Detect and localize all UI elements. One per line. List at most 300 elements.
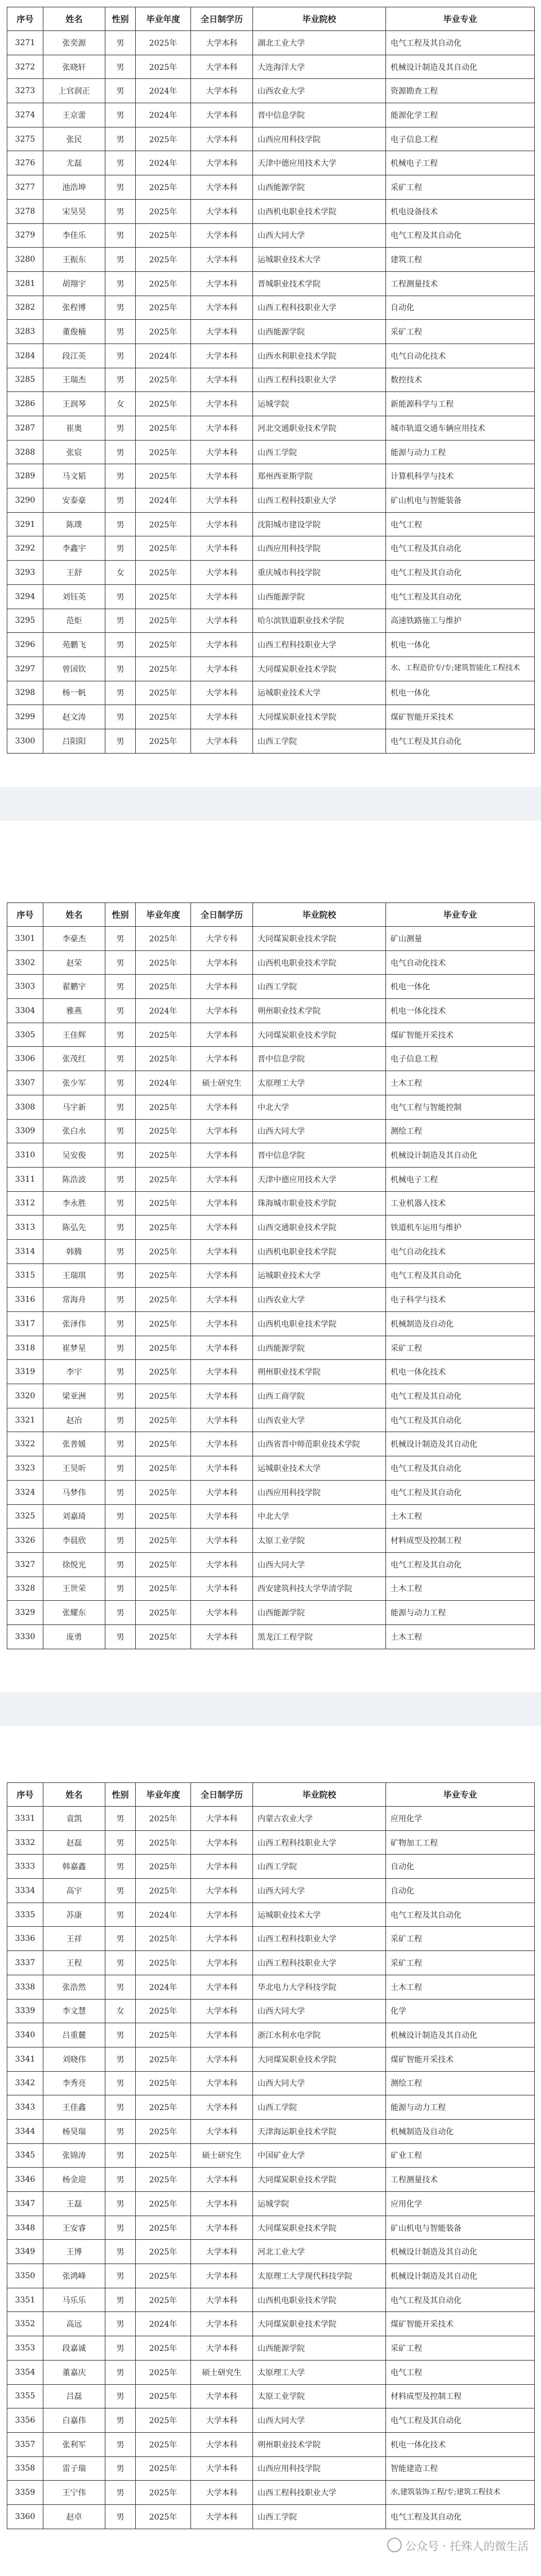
cell-col-major: 采矿工程 bbox=[386, 2336, 535, 2361]
cell-col-school: 运城职业技术大学 bbox=[253, 1903, 386, 1927]
cell-col-name: 赵卓 bbox=[43, 2504, 105, 2529]
cell-col-gender: 男 bbox=[105, 2481, 136, 2505]
cell-col-gender: 男 bbox=[105, 320, 136, 344]
table-row bbox=[7, 55, 535, 79]
cell-col-school: 山西机电职业技术学院 bbox=[253, 2288, 386, 2312]
cell-col-gender: 男 bbox=[105, 2023, 136, 2047]
cell-col-gender: 男 bbox=[105, 2456, 136, 2481]
cell-col-degree: 大学本科 bbox=[191, 488, 253, 513]
cell-col-grad-year: 2025年 bbox=[136, 1360, 191, 1384]
cell-col-gender: 男 bbox=[105, 296, 136, 320]
cell-col-major: 电气工程及其自动化 bbox=[386, 223, 535, 248]
cell-col-gender: 男 bbox=[105, 1601, 136, 1625]
table-row bbox=[7, 248, 535, 272]
table-row bbox=[7, 1071, 535, 1095]
cell-col-name: 雷子瑞 bbox=[43, 2456, 105, 2481]
cell-col-grad-year: 2025年 bbox=[136, 1119, 191, 1143]
table-row bbox=[7, 1336, 535, 1360]
cell-col-degree: 大学本科 bbox=[191, 464, 253, 488]
cell-col-major: 铁道机车运用与维护 bbox=[386, 1216, 535, 1240]
table-row bbox=[7, 1624, 535, 1649]
cell-col-name: 张利军 bbox=[43, 2432, 105, 2456]
cell-col-major: 电气工程及其自动化 bbox=[386, 1903, 535, 1927]
cell-col-gender: 男 bbox=[105, 950, 136, 975]
table-row bbox=[7, 950, 535, 975]
cell-col-name: 高宇 bbox=[43, 1879, 105, 1903]
cell-col-degree: 大学本科 bbox=[191, 1023, 253, 1047]
cell-col-gender: 男 bbox=[105, 1360, 136, 1384]
cell-col-major: 机械制造及自动化 bbox=[386, 2119, 535, 2143]
cell-col-gender: 男 bbox=[105, 1408, 136, 1432]
cell-col-grad-year: 2025年 bbox=[136, 1408, 191, 1432]
cell-col-grad-year: 2025年 bbox=[136, 2408, 191, 2433]
cell-col-index: 3317 bbox=[7, 1312, 43, 1336]
cell-col-degree: 大学本科 bbox=[191, 1143, 253, 1168]
cell-col-gender: 男 bbox=[105, 2143, 136, 2168]
cell-col-degree: 大学本科 bbox=[191, 1288, 253, 1312]
cell-col-major: 测绘工程 bbox=[386, 2071, 535, 2095]
cell-col-degree: 大学本科 bbox=[191, 271, 253, 296]
cell-col-grad-year: 2025年 bbox=[136, 1624, 191, 1649]
cell-col-grad-year: 2025年 bbox=[136, 1999, 191, 2023]
cell-col-grad-year: 2025年 bbox=[136, 2023, 191, 2047]
cell-col-gender: 男 bbox=[105, 2408, 136, 2433]
cell-col-gender: 男 bbox=[105, 1855, 136, 1879]
cell-col-grad-year: 2025年 bbox=[136, 729, 191, 753]
table-row bbox=[7, 1807, 535, 1831]
cell-col-school: 山西能源学院 bbox=[253, 2336, 386, 2361]
cell-col-name: 杨昊瑞 bbox=[43, 2119, 105, 2143]
cell-col-degree: 大学本科 bbox=[191, 1830, 253, 1855]
cell-col-index: 3326 bbox=[7, 1529, 43, 1553]
table-row bbox=[7, 271, 535, 296]
cell-col-gender: 男 bbox=[105, 2312, 136, 2336]
cell-col-major: 煤矿智能开采技术 bbox=[386, 1023, 535, 1047]
cell-col-gender: 女 bbox=[105, 1999, 136, 2023]
cell-col-school: 山西工程科技职业大学 bbox=[253, 1927, 386, 1951]
cell-col-grad-year: 2025年 bbox=[136, 392, 191, 416]
cell-col-gender: 男 bbox=[105, 79, 136, 103]
cell-col-degree: 大学本科 bbox=[191, 79, 253, 103]
cell-col-school: 山西能源学院 bbox=[253, 1601, 386, 1625]
cell-col-grad-year: 2025年 bbox=[136, 2264, 191, 2288]
cell-col-grad-year: 2025年 bbox=[136, 2071, 191, 2095]
cell-col-school: 山西应用科技学院 bbox=[253, 2456, 386, 2481]
cell-col-gender: 男 bbox=[105, 1239, 136, 1263]
cell-col-grad-year: 2025年 bbox=[136, 1288, 191, 1312]
table-row bbox=[7, 1552, 535, 1577]
cell-col-name: 刘晓伟 bbox=[43, 2047, 105, 2071]
cell-col-index: 3314 bbox=[7, 1239, 43, 1263]
table-row bbox=[7, 1504, 535, 1529]
cell-col-index: 3349 bbox=[7, 2240, 43, 2264]
cell-col-degree: 大学本科 bbox=[191, 2264, 253, 2288]
cell-col-school: 山西能源学院 bbox=[253, 175, 386, 200]
table-row bbox=[7, 1239, 535, 1263]
table-row bbox=[7, 2143, 535, 2168]
cell-col-gender: 男 bbox=[105, 999, 136, 1023]
cell-col-degree: 大学本科 bbox=[191, 344, 253, 368]
cell-col-name: 张锦涛 bbox=[43, 2143, 105, 2168]
cell-col-name: 吕阳阳 bbox=[43, 729, 105, 753]
cell-col-index: 3313 bbox=[7, 1216, 43, 1240]
wechat-icon bbox=[387, 2538, 402, 2552]
cell-col-degree: 大学本科 bbox=[191, 1601, 253, 1625]
cell-col-gender: 男 bbox=[105, 1624, 136, 1649]
cell-col-school: 沈阳城市建设学院 bbox=[253, 512, 386, 536]
cell-col-name: 王世荣 bbox=[43, 1577, 105, 1601]
cell-col-grad-year: 2025年 bbox=[136, 1239, 191, 1263]
cell-col-grad-year: 2025年 bbox=[136, 175, 191, 200]
cell-col-gender: 男 bbox=[105, 248, 136, 272]
cell-col-school: 中北大学 bbox=[253, 1095, 386, 1119]
cell-col-degree: 大学本科 bbox=[191, 2288, 253, 2312]
cell-col-major: 机电一体化 bbox=[386, 633, 535, 657]
cell-col-grad-year: 2024年 bbox=[136, 344, 191, 368]
watermark bbox=[387, 2537, 529, 2553]
table-row bbox=[7, 103, 535, 127]
header-col-major: 毕业专业 bbox=[386, 7, 535, 31]
cell-col-major: 机电一体化 bbox=[386, 681, 535, 705]
header-col-name: 姓名 bbox=[43, 7, 105, 31]
cell-col-degree: 大学本科 bbox=[191, 1903, 253, 1927]
cell-col-name: 赵荣 bbox=[43, 950, 105, 975]
cell-col-degree: 大学本科 bbox=[191, 1239, 253, 1263]
table-row bbox=[7, 584, 535, 609]
cell-col-degree: 大学本科 bbox=[191, 1624, 253, 1649]
cell-col-name: 韩嘉鑫 bbox=[43, 1855, 105, 1879]
table-row bbox=[7, 1879, 535, 1903]
cell-col-index: 3307 bbox=[7, 1071, 43, 1095]
table-row bbox=[7, 2432, 535, 2456]
cell-col-degree: 大学本科 bbox=[191, 512, 253, 536]
cell-col-name: 李文慧 bbox=[43, 1999, 105, 2023]
cell-col-degree: 硕士研究生 bbox=[191, 1071, 253, 1095]
cell-col-gender: 男 bbox=[105, 681, 136, 705]
table-row bbox=[7, 2384, 535, 2408]
cell-col-index: 3353 bbox=[7, 2336, 43, 2361]
cell-col-name: 范炬 bbox=[43, 609, 105, 633]
cell-col-degree: 大学本科 bbox=[191, 1384, 253, 1408]
table-row bbox=[7, 1855, 535, 1879]
cell-col-school: 大同煤炭职业技术学院 bbox=[253, 2312, 386, 2336]
table-header-row bbox=[7, 7, 535, 31]
cell-col-major: 应用化学 bbox=[386, 1807, 535, 1831]
cell-col-degree: 大学本科 bbox=[191, 2384, 253, 2408]
cell-col-degree: 大学本科 bbox=[191, 1119, 253, 1143]
cell-col-name: 常海舟 bbox=[43, 1288, 105, 1312]
cell-col-grad-year: 2024年 bbox=[136, 103, 191, 127]
cell-col-grad-year: 2025年 bbox=[136, 1879, 191, 1903]
cell-col-name: 李永胜 bbox=[43, 1191, 105, 1216]
cell-col-degree: 大学本科 bbox=[191, 633, 253, 657]
cell-col-gender: 男 bbox=[105, 1432, 136, 1456]
cell-col-school: 山西农业大学 bbox=[253, 79, 386, 103]
cell-col-degree: 大学本科 bbox=[191, 2456, 253, 2481]
cell-col-index: 3300 bbox=[7, 729, 43, 753]
cell-col-index: 3305 bbox=[7, 1023, 43, 1047]
cell-col-major: 煤矿智能开采技术 bbox=[386, 705, 535, 729]
cell-col-index: 3272 bbox=[7, 55, 43, 79]
cell-col-gender: 男 bbox=[105, 416, 136, 441]
cell-col-index: 3336 bbox=[7, 1927, 43, 1951]
cell-col-gender: 男 bbox=[105, 2071, 136, 2095]
cell-col-gender: 男 bbox=[105, 975, 136, 999]
cell-col-grad-year: 2025年 bbox=[136, 55, 191, 79]
cell-col-index: 3320 bbox=[7, 1384, 43, 1408]
cell-col-grad-year: 2025年 bbox=[136, 1432, 191, 1456]
cell-col-school: 大同煤炭职业技术学院 bbox=[253, 1023, 386, 1047]
cell-col-major: 智能建造工程 bbox=[386, 2456, 535, 2481]
cell-col-name: 王京蕾 bbox=[43, 103, 105, 127]
cell-col-major: 电气工程及其自动化 bbox=[386, 2288, 535, 2312]
cell-col-index: 3338 bbox=[7, 1975, 43, 1999]
cell-col-index: 3354 bbox=[7, 2360, 43, 2384]
cell-col-grad-year: 2025年 bbox=[136, 1577, 191, 1601]
cell-col-name: 赵磊 bbox=[43, 1830, 105, 1855]
cell-col-school: 山西工程科技职业大学 bbox=[253, 296, 386, 320]
cell-col-gender: 男 bbox=[105, 1288, 136, 1312]
cell-col-school: 山西工程科技职业大学 bbox=[253, 488, 386, 513]
cell-col-school: 山西大同大学 bbox=[253, 223, 386, 248]
header-col-degree: 全日制学历 bbox=[191, 903, 253, 927]
cell-col-index: 3271 bbox=[7, 31, 43, 55]
cell-col-major: 工业机器人技术 bbox=[386, 1191, 535, 1216]
cell-col-school: 朔州职业技术学院 bbox=[253, 2432, 386, 2456]
cell-col-gender: 男 bbox=[105, 1975, 136, 1999]
table-row bbox=[7, 2264, 535, 2288]
cell-col-index: 3311 bbox=[7, 1167, 43, 1191]
table-row bbox=[7, 79, 535, 103]
cell-col-major: 土木工程 bbox=[386, 1624, 535, 1649]
header-col-degree: 全日制学历 bbox=[191, 1783, 253, 1807]
table-row bbox=[7, 729, 535, 753]
cell-col-degree: 大学本科 bbox=[191, 440, 253, 464]
cell-col-major: 电气工程及其自动化 bbox=[386, 2408, 535, 2433]
cell-col-name: 高远 bbox=[43, 2312, 105, 2336]
cell-col-school: 太原工业学院 bbox=[253, 2384, 386, 2408]
cell-col-index: 3291 bbox=[7, 512, 43, 536]
cell-col-grad-year: 2025年 bbox=[136, 1855, 191, 1879]
cell-col-gender: 男 bbox=[105, 1529, 136, 1553]
cell-col-gender: 男 bbox=[105, 1927, 136, 1951]
cell-col-grad-year: 2024年 bbox=[136, 1903, 191, 1927]
cell-col-school: 运城职业技术大学 bbox=[253, 1456, 386, 1481]
cell-col-major: 电气工程及其自动化 bbox=[386, 561, 535, 585]
cell-col-degree: 大学本科 bbox=[191, 2408, 253, 2433]
cell-col-school: 山西应用科技学院 bbox=[253, 1480, 386, 1504]
table-row bbox=[7, 1432, 535, 1456]
cell-col-name: 段江英 bbox=[43, 344, 105, 368]
cell-col-school: 大同煤炭职业技术学院 bbox=[253, 705, 386, 729]
cell-col-major: 电气工程及其自动化 bbox=[386, 536, 535, 561]
cell-col-school: 山西大同大学 bbox=[253, 1999, 386, 2023]
cell-col-name: 胡翔宇 bbox=[43, 271, 105, 296]
cell-col-major: 电气工程及其自动化 bbox=[386, 31, 535, 55]
cell-col-school: 天津中德应用技术大学 bbox=[253, 151, 386, 175]
cell-col-major: 应用化学 bbox=[386, 2192, 535, 2216]
cell-col-index: 3282 bbox=[7, 296, 43, 320]
cell-col-name: 陈弘先 bbox=[43, 1216, 105, 1240]
cell-col-major: 矿山测量 bbox=[386, 927, 535, 951]
cell-col-name: 宋昊昊 bbox=[43, 199, 105, 223]
roster-table-2 bbox=[7, 902, 535, 1649]
cell-col-index: 3323 bbox=[7, 1456, 43, 1481]
cell-col-degree: 大学本科 bbox=[191, 584, 253, 609]
cell-col-gender: 男 bbox=[105, 1312, 136, 1336]
cell-col-major: 矿山机电与智能装备 bbox=[386, 2216, 535, 2240]
table-row bbox=[7, 2192, 535, 2216]
cell-col-major: 电气工程及其自动化 bbox=[386, 1552, 535, 1577]
table-row bbox=[7, 1312, 535, 1336]
cell-col-degree: 大学本科 bbox=[191, 1480, 253, 1504]
table-row bbox=[7, 368, 535, 392]
cell-col-name: 尤磊 bbox=[43, 151, 105, 175]
table-row bbox=[7, 609, 535, 633]
cell-col-grad-year: 2025年 bbox=[136, 2168, 191, 2192]
cell-col-name: 段嘉诚 bbox=[43, 2336, 105, 2361]
table-row bbox=[7, 1529, 535, 1553]
cell-col-degree: 大学本科 bbox=[191, 1336, 253, 1360]
cell-col-degree: 硕士研究生 bbox=[191, 2360, 253, 2384]
table-row bbox=[7, 1360, 535, 1384]
cell-col-index: 3319 bbox=[7, 1360, 43, 1384]
cell-col-grad-year: 2025年 bbox=[136, 1312, 191, 1336]
cell-col-gender: 男 bbox=[105, 1071, 136, 1095]
cell-col-major: 工程测量技术 bbox=[386, 271, 535, 296]
cell-col-major: 土木工程 bbox=[386, 1975, 535, 1999]
cell-col-gender: 男 bbox=[105, 2288, 136, 2312]
cell-col-grad-year: 2025年 bbox=[136, 416, 191, 441]
cell-col-gender: 男 bbox=[105, 1879, 136, 1903]
cell-col-name: 白嘉伟 bbox=[43, 2408, 105, 2433]
cell-col-gender: 男 bbox=[105, 1095, 136, 1119]
cell-col-name: 张鸿峰 bbox=[43, 2264, 105, 2288]
cell-col-grad-year: 2025年 bbox=[136, 440, 191, 464]
cell-col-major: 电气工程 bbox=[386, 2360, 535, 2384]
cell-col-degree: 大学本科 bbox=[191, 2168, 253, 2192]
cell-col-school: 郑州西亚斯学院 bbox=[253, 464, 386, 488]
table-row bbox=[7, 1951, 535, 1975]
cell-col-gender: 男 bbox=[105, 223, 136, 248]
cell-col-degree: 大学本科 bbox=[191, 175, 253, 200]
cell-col-name: 崔梦星 bbox=[43, 1336, 105, 1360]
cell-col-degree: 大学本科 bbox=[191, 2192, 253, 2216]
cell-col-grad-year: 2025年 bbox=[136, 1807, 191, 1831]
cell-col-index: 3285 bbox=[7, 368, 43, 392]
cell-col-index: 3333 bbox=[7, 1855, 43, 1879]
cell-col-school: 山西省晋中师范职业技术学院 bbox=[253, 1432, 386, 1456]
table-row bbox=[7, 344, 535, 368]
cell-col-name: 刘嘉琦 bbox=[43, 1504, 105, 1529]
cell-col-index: 3296 bbox=[7, 633, 43, 657]
cell-col-index: 3286 bbox=[7, 392, 43, 416]
cell-col-school: 山西工程科技职业大学 bbox=[253, 1830, 386, 1855]
table-row bbox=[7, 2481, 535, 2505]
cell-col-name: 安泰豪 bbox=[43, 488, 105, 513]
cell-col-name: 赵冶 bbox=[43, 1408, 105, 1432]
cell-col-name: 梁亚洲 bbox=[43, 1384, 105, 1408]
cell-col-school: 山西能源学院 bbox=[253, 320, 386, 344]
cell-col-index: 3283 bbox=[7, 320, 43, 344]
cell-col-grad-year: 2025年 bbox=[136, 1456, 191, 1481]
table-row bbox=[7, 2216, 535, 2240]
header-col-major: 毕业专业 bbox=[386, 1783, 535, 1807]
table-row bbox=[7, 1601, 535, 1625]
cell-col-major: 电气工程及其自动化 bbox=[386, 1384, 535, 1408]
cell-col-gender: 男 bbox=[105, 633, 136, 657]
cell-col-name: 杨一帆 bbox=[43, 681, 105, 705]
cell-col-degree: 大学本科 bbox=[191, 561, 253, 585]
cell-col-index: 3339 bbox=[7, 1999, 43, 2023]
cell-col-name: 李晨欣 bbox=[43, 1529, 105, 1553]
cell-col-school: 山西应用科技学院 bbox=[253, 536, 386, 561]
cell-col-major: 电气自动化技术 bbox=[386, 344, 535, 368]
cell-col-major: 机电一体化技术 bbox=[386, 1360, 535, 1384]
table-row bbox=[7, 2168, 535, 2192]
cell-col-degree: 大学本科 bbox=[191, 1408, 253, 1432]
cell-col-name: 王程 bbox=[43, 1951, 105, 1975]
cell-col-school: 哈尔滨铁道职业技术学院 bbox=[253, 609, 386, 633]
cell-col-name: 陈璞 bbox=[43, 512, 105, 536]
cell-col-degree: 大学本科 bbox=[191, 705, 253, 729]
cell-col-school: 大同煤炭职业技术学院 bbox=[253, 657, 386, 681]
cell-col-name: 赵文涛 bbox=[43, 705, 105, 729]
cell-col-gender: 男 bbox=[105, 536, 136, 561]
page-separator bbox=[0, 787, 541, 821]
cell-col-school: 朔州职业技术学院 bbox=[253, 1360, 386, 1384]
table-row bbox=[7, 975, 535, 999]
table-row bbox=[7, 681, 535, 705]
table-row bbox=[7, 2071, 535, 2095]
cell-col-name: 董嘉庆 bbox=[43, 2360, 105, 2384]
cell-col-grad-year: 2025年 bbox=[136, 1143, 191, 1168]
cell-col-grad-year: 2025年 bbox=[136, 1263, 191, 1288]
table-row bbox=[7, 1903, 535, 1927]
cell-col-degree: 大学本科 bbox=[191, 2119, 253, 2143]
cell-col-gender: 男 bbox=[105, 1216, 136, 1240]
cell-col-degree: 大学本科 bbox=[191, 1432, 253, 1456]
cell-col-grad-year: 2025年 bbox=[136, 320, 191, 344]
roster-section-2 bbox=[7, 902, 534, 1649]
cell-col-degree: 大学本科 bbox=[191, 729, 253, 753]
table-row bbox=[7, 1095, 535, 1119]
header-col-degree: 全日制学历 bbox=[191, 7, 253, 31]
cell-col-school: 山西工程科技职业大学 bbox=[253, 2481, 386, 2505]
cell-col-index: 3304 bbox=[7, 999, 43, 1023]
cell-col-degree: 大学本科 bbox=[191, 368, 253, 392]
table-row bbox=[7, 2047, 535, 2071]
cell-col-major: 机电一体化技术 bbox=[386, 999, 535, 1023]
cell-col-school: 湖北工业大学 bbox=[253, 31, 386, 55]
cell-col-name: 王瑞琪 bbox=[43, 1263, 105, 1288]
cell-col-name: 王瑞杰 bbox=[43, 368, 105, 392]
cell-col-school: 山西大同大学 bbox=[253, 2071, 386, 2095]
cell-col-degree: 大学本科 bbox=[191, 151, 253, 175]
cell-col-major: 机电一体化 bbox=[386, 975, 535, 999]
table-row bbox=[7, 223, 535, 248]
cell-col-degree: 大学本科 bbox=[191, 2216, 253, 2240]
cell-col-index: 3302 bbox=[7, 950, 43, 975]
cell-col-grad-year: 2025年 bbox=[136, 2481, 191, 2505]
cell-col-school: 运城职业技术大学 bbox=[253, 681, 386, 705]
cell-col-school: 山西工程科技职业大学 bbox=[253, 1951, 386, 1975]
cell-col-gender: 男 bbox=[105, 1143, 136, 1168]
cell-col-school: 内蒙古农业大学 bbox=[253, 1807, 386, 1831]
table-row bbox=[7, 1577, 535, 1601]
cell-col-name: 苏康 bbox=[43, 1903, 105, 1927]
cell-col-major: 电气工程及其自动化 bbox=[386, 2504, 535, 2529]
